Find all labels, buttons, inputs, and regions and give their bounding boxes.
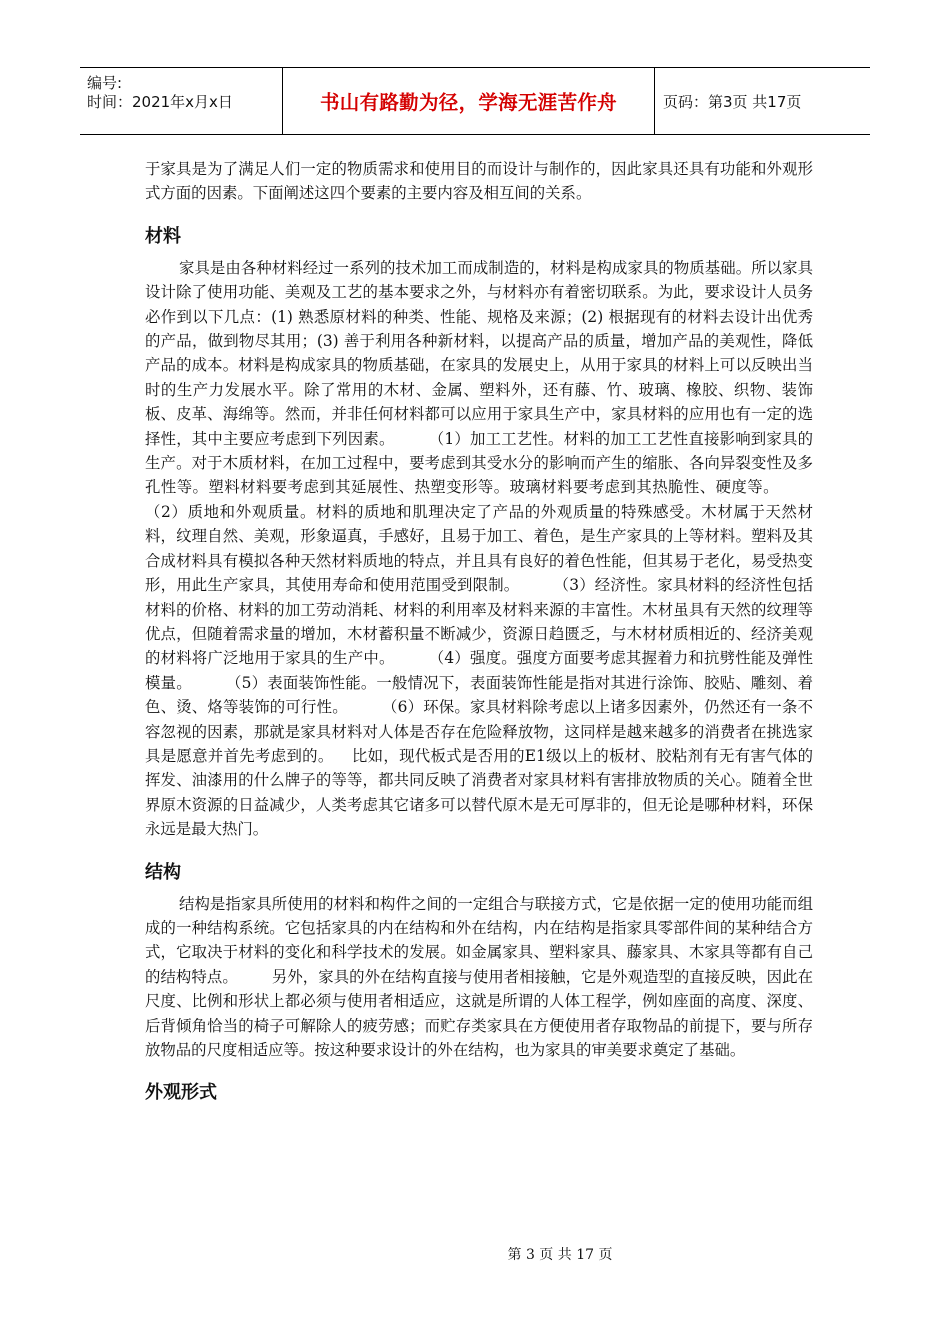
materials-text-6: （5）表面装饰性能。一般情况下，表面装饰性能是指对其进行涂饰、胶贴、雕刻、着色、烫、烙等装饰的可行性。 [145,673,813,717]
materials-text-5: （4）强度。强度方面要考虑其握着力和抗劈性能及弹性模量。 [145,649,813,692]
page-footer: 第 3 页 共 17 页 [507,1247,613,1263]
header-page-info: 页码：第3页 共17页 [663,92,802,111]
materials-paragraph [145,256,813,842]
structure-text-2: 另外，家具的外在结构直接与使用者相接触，它是外观造型的直接反映，因此在尺度、比例和形状上都必须与使用者相适应，这就是所谓的人体工程学，例如座面的高度、深度、后背倾角恰当的椅子可解除人的疲劳感；而贮存类家具在方便使用者存取物品的前提下，要与所存放物品的尺度相适应等。按这种要求设计的外在结构，也为家具的审美要求奠定了基础。 [145,967,813,1059]
materials-text-1: 家具是由各种材料经过一系列的技术加工而成制造的，材料是构成家具的物质基础。所以家具设计除了使用功能、美观及工艺的基本要求之外，与材料亦有着密切联系。为此，要求设计人员务必作到以下几点：(1) 熟悉原材料的种类、性能、规格及来源；(2) 根据现有的材料去设计出优秀的产品，做到物尽其用；(3) 善于利用各种新材料，以提高产品的质量，增加产品的美观性，降低产品的成本。材料是构成家具的物质基础，在家具的发展史上，从用于家具的材料上可以反映出当时的生产力发展水平。除了常用的木材、金属、塑料外，还有藤、竹、玻璃、橡胶、织物、装饰板、皮革、海绵等。然而，并非任何材料都可以应用于家具生产中，家具材料的应用也有一定的选择性，其中主要应考虑到下列因素。 [145,258,813,448]
intro-paragraph: 于家具是为了满足人们一定的物质需求和使用目的而设计与制作的，因此家具还具有功能和外观形式方面的因素。下面阐述这四个要素的主要内容及相互间的关系。 [145,160,813,203]
materials-text-2: （1）加工工艺性。材料的加工工艺性直接影响到家具的生产。对于木质材料，在加工过程中，要考虑到其受水分的影响而产生的缩胀、各向异裂变性及多孔性等。塑料材料要考虑到其延展性、热塑变形等。玻璃材料要考虑到其热脆性、硬度等。 [145,429,813,497]
document-date: 时间：2021年x月x日 [87,93,233,111]
document-body [145,157,813,1112]
header-meta [80,68,283,134]
section-heading-appearance: 外观形式 [145,1082,217,1104]
materials-text-4: （3）经济性。家具材料的经济性包括材料的价格、材料的加工劳动消耗、材料的利用率及材料来源的丰富性。木材虽具有天然的纹理等优点，但随着需求量的增加，木材蓄积量不断减少，资源日趋匮乏，与木材材质相近的、经济美观的材料将广泛地用于家具的生产中。 [145,576,813,668]
materials-text-8: 比如，现代板式是否用的E1级以上的板材、胶粘剂有无有害气体的挥发、油漆用的什么牌子的等等，都共同反映了消费者对家具材料有害排放物质的关心。随着全世界原木资源的日益减少，人类考虑其它诸多可以替代原木是无可厚非的，但无论是哪种材料，环保永远是最大热门。 [145,746,813,839]
structure-text-1: 结构是指家具所使用的材料和构件之间的一定组合与联接方式，它是依据一定的使用功能而组成的一种结构系统。它包括家具的内在结构和外在结构，内在结构是指家具零部件间的某种结合方式，它取决于材料的变化和科学技术的发展。如金属家具、塑料家具、藤家具、木家具等都有自己的结构特点。 [145,894,813,986]
structure-paragraph [145,892,813,1063]
materials-text-7: （6）环保。家具材料除考虑以上诸多因素外，仍然还有一条不容忽视的因素，那就是家具材料对人体是否存在危险释放物，这同样是越来越多的消费者在挑选家具是愿意并首先考虑到的。 [145,698,813,765]
document-number-label: 编号: [87,74,123,92]
header-motto: 书山有路勤为径，学海无涯苦作舟 [283,68,655,134]
page-header [80,67,870,135]
materials-text-3: （2）质地和外观质量。材料的质地和肌理决定了产品的外观质量的特殊感受。木材属于天然材料，纹理自然、美观，形象逼真，手感好，且易于加工、着色，是生产家具的上等材料。塑料及其合成材料具有模拟各种天然材料质地的特点，并且具有良好的着色性能，但其易于老化，易受热变形，用此生产家具，其使用寿命和使用范围受到限制。 [145,502,813,595]
section-heading-structure: 结构 [145,861,181,883]
section-heading-materials: 材料 [145,225,181,247]
